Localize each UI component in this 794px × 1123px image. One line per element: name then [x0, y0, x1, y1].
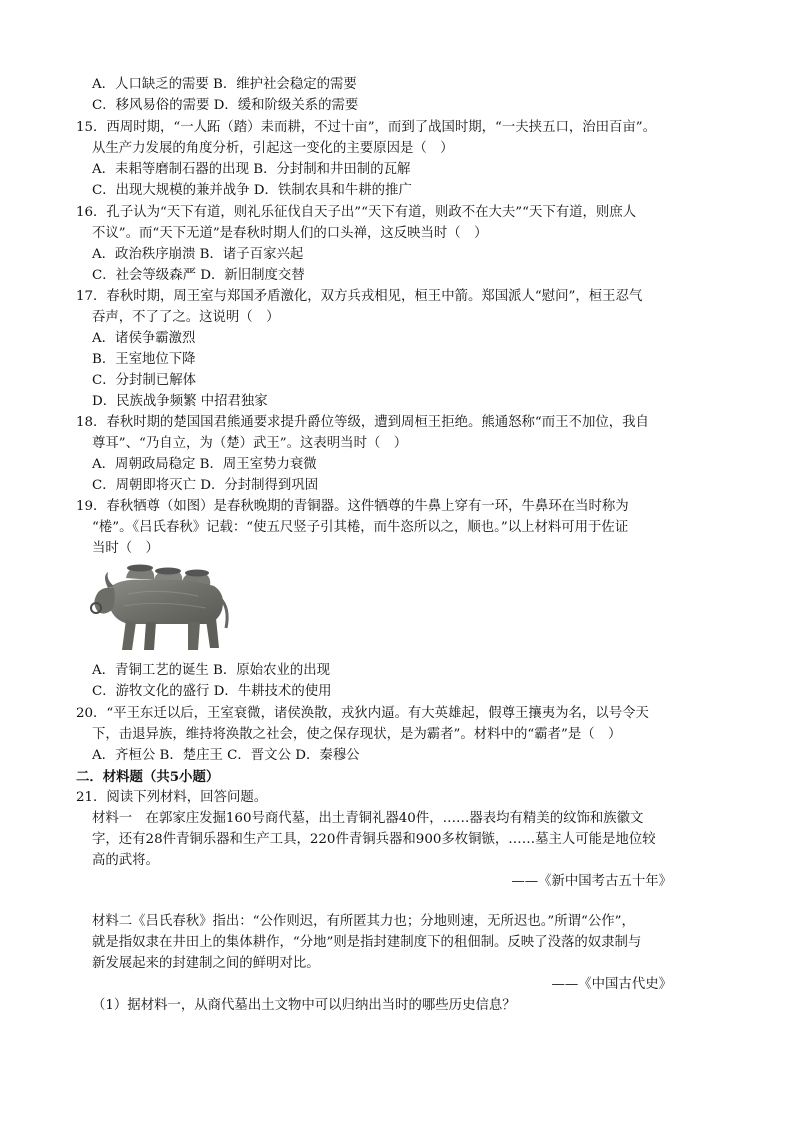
q17-option-a: A．诸侯争霸激烈 — [92, 331, 196, 346]
q18-option-line-2: C．周朝即将灭亡 D．分封制得到巩固 — [92, 478, 319, 493]
q19-stem-line-1: 19．春秋牺尊（如图）是春秋晚期的青铜器。这件牺尊的牛鼻上穿有一环，牛鼻环在当时称为 — [76, 499, 629, 514]
q14-option-line-1: A．人口缺乏的需要 B．维护社会稳定的需要 — [92, 77, 357, 92]
q19-option-line-2: C．游牧文化的盛行 D．牛耕技术的使用 — [92, 684, 332, 699]
q21-material-2-line-3: 新发展起来的封建制之间的鲜明对比。 — [92, 956, 320, 971]
q15-stem-line-2: 从生产力发展的角度分析，引起这一变化的主要原因是（ ） — [92, 141, 454, 156]
q15-option-line-1: A．耒耜等磨制石器的出现 B．分封制和井田制的瓦解 — [92, 162, 411, 177]
q19-stem-line-2: “棬”。《吕氏春秋》记载：“使五尺竖子引其棬，而牛恣所以之，顺也。”以上材料可用于佐证 — [92, 520, 629, 535]
q17-option-c: C．分封制已解体 — [92, 373, 196, 388]
q16-option-line-1: A．政治秩序崩溃 B．诸子百家兴起 — [92, 247, 304, 262]
q17-stem-line-2: 吞声，不了了之。这说明（ ） — [92, 310, 280, 325]
q21-material-2-line-1: 材料二《吕氏春秋》指出：“公作则迟，有所匿其力也；分地则速，无所迟也。”所谓“公作”， — [92, 914, 635, 929]
q20-option-line-1: A．齐桓公 B．楚庄王 C．晋文公 D．秦穆公 — [92, 748, 360, 763]
section-2-title: 二．材料题（共5小题） — [76, 769, 220, 785]
q17-stem-line-1: 17．春秋时期，周王室与郑国矛盾激化，双方兵戎相见，桓王中箭。郑国派人“慰问”，桓王忍气 — [76, 289, 643, 304]
q16-option-line-2: C．社会等级森严 D．新旧制度交替 — [92, 268, 305, 283]
q21-material-2-line-2: 就是指奴隶在井田上的集体耕作，“分地”则是指封建制度下的租佃制。反映了没落的奴隶制与 — [92, 935, 642, 950]
q20-stem-line-2: 下，击退异族，维持将涣散之社会，使之保存现状，是为霸者”。材料中的“霸者”是（ ） — [92, 727, 622, 742]
q19-stem-line-3: 当时（ ） — [92, 541, 159, 556]
q17-option-b: B．王室地位下降 — [92, 352, 196, 367]
q21-subquestion-1: （1）据材料一，从商代墓出土文物中可以归纳出当时的哪些历史信息？ — [92, 998, 516, 1013]
q16-stem-line-1: 16．孔子认为“天下有道，则礼乐征伐自天子出”“天下有道，则政不在大夫”“天下有道，则庶人 — [76, 205, 637, 220]
q15-option-line-2: C．出现大规模的兼并战争 D．铁制农具和牛耕的推广 — [92, 183, 412, 198]
q18-option-line-1: A．周朝政局稳定 B．周王室势力衰微 — [92, 457, 317, 472]
q21-material-1-line-3: 高的武将。 — [92, 853, 159, 868]
q21-material-1-line-1: 材料一 在郭家庄发掘160号商代墓，出土青铜礼器40件，……器表均有精美的纹饰和族徽文 — [92, 811, 644, 826]
q14-option-line-2: C．移风易俗的需要 D．缓和阶级关系的需要 — [92, 98, 359, 113]
q21-material-1-source: ——《新中国考古五十年》 — [511, 874, 672, 889]
q16-stem-line-2: 不议”。而“天下无道”是春秋时期人们的口头禅，这反映当时（ ） — [92, 226, 488, 241]
q15-stem-line-1: 15．西周时期，“一人跖（踏）耒而耕，不过十亩”，而到了战国时期，“一夫挟五口，治田百亩”。 — [76, 120, 657, 135]
q21-material-2-source: ——《中国古代史》 — [551, 977, 672, 992]
q18-stem-line-1: 18．春秋时期的楚国国君熊通要求提升爵位等级，遭到周桓王拒绝。熊通怒称“而王不加位，我自 — [76, 415, 649, 430]
q19-option-line-1: A．青铜工艺的诞生 B．原始农业的出现 — [92, 663, 331, 678]
q18-stem-line-2: 尊耳”、“乃自立，为（楚）武王”。这表明当时（ ） — [92, 436, 408, 451]
q20-stem-line-1: 20．“平王东迁以后，王室衰微，诸侯涣散，戎狄内逼。有大英雄起，假尊王攘夷为名，以号令天 — [76, 706, 649, 721]
q21-material-1-line-2: 字，还有28件青铜乐器和生产工具，220件青铜兵器和900多枚铜镞，……墓主人可能是地位较 — [92, 832, 656, 847]
q17-option-d: D．民族战争频繁 中招君独家 — [92, 394, 268, 409]
bronze-ox-vessel-image — [88, 558, 238, 658]
q21-stem: 21．阅读下列材料，回答问题。 — [76, 790, 268, 805]
